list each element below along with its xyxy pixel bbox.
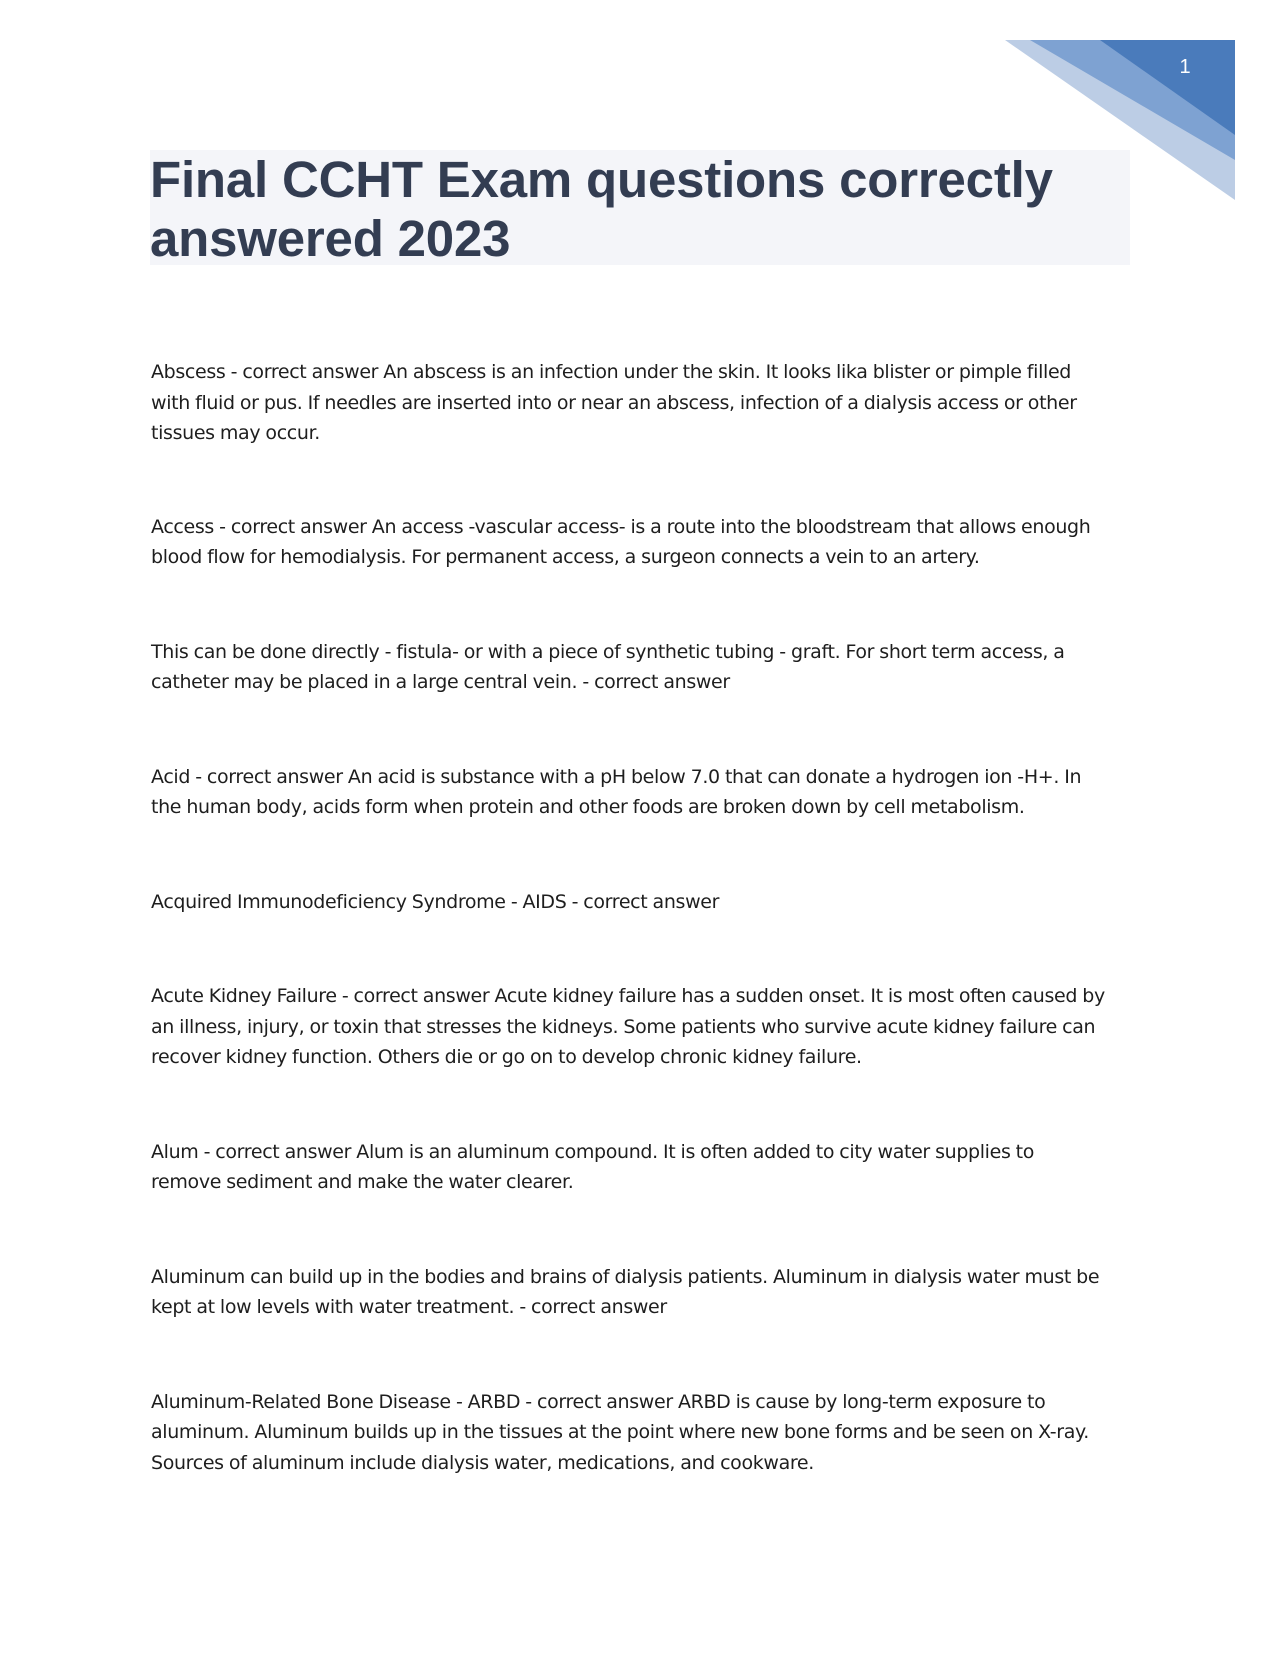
entry-line: kept at low levels with water treatment. - correct answer [151,1296,667,1318]
entry-line: with fluid or pus. If needles are inserted into or near an abscess, infection of a dialysis access or other [151,391,1077,414]
entry-line: recover kidney function. Others die or go on to develop chronic kidney failure. [151,1046,862,1068]
entry-line: Abscess - correct answer An abscess is an infection under the skin. It looks lika blister or pimple filled [151,361,1071,383]
entry-line: tissues may occur. [151,422,320,444]
entry-acid [151,762,1131,823]
entry-line: This can be done directly - fistula- or with a piece of synthetic tubing - graft. For short term access, a [151,640,1065,663]
entry-line: Aluminum can build up in the bodies and brains of dialysis patients. Aluminum in dialysis water must be [151,1265,1100,1288]
entry-line: Acid - correct answer An acid is substance with a pH below 7.0 that can donate a hydrogen ion -H+. In [151,765,1082,788]
entry-abscess [151,357,1131,449]
entry-line: aluminum. Aluminum builds up in the tissues at the point where new bone forms and be seen on X-ray. [151,1421,1089,1443]
entry-line: Acute Kidney Failure - correct answer Acute kidney failure has a sudden onset. It is most often caused by [151,985,1105,1007]
entry-line: Acquired Immunodeficiency Syndrome - AIDS - correct answer [151,890,720,913]
entry-line: blood flow for hemodialysis. For permanent access, a surgeon connects a vein to an artery. [151,546,980,568]
entry-line: catheter may be placed in a large central vein. - correct answer [151,671,730,693]
entry-aids [151,887,1131,918]
entry-line: Alum - correct answer Alum is an aluminum compound. It is often added to city water supplies to [151,1140,1035,1163]
entry-line: Aluminum-Related Bone Disease - ARBD - correct answer ARBD is cause by long-term exposure to [151,1390,1046,1413]
page-number: 1 [1179,56,1191,78]
entry-aluminum [151,1262,1131,1323]
entry-line: Access - correct answer An access -vascular access- is a route into the bloodstream that allows enough [151,515,1091,538]
entry-access [151,512,1131,573]
entry-line: Sources of aluminum include dialysis water, medications, and cookware. [151,1451,814,1474]
entry-acute-kidney-failure [151,981,1131,1073]
glossary-entries [151,357,1131,1478]
entry-line: the human body, acids form when protein and other foods are broken down by cell metabolism. [151,796,1025,818]
entry-access-continued [151,637,1131,698]
entry-line: an illness, injury, or toxin that stresses the kidneys. Some patients who survive acute kidney failure can [151,1015,1096,1038]
document-title: Final CCHT Exam questions correctly answered 2023 [150,151,1053,267]
entry-line: remove sediment and make the water clearer. [151,1171,574,1193]
entry-arbd [151,1387,1131,1479]
entry-alum [151,1137,1131,1198]
